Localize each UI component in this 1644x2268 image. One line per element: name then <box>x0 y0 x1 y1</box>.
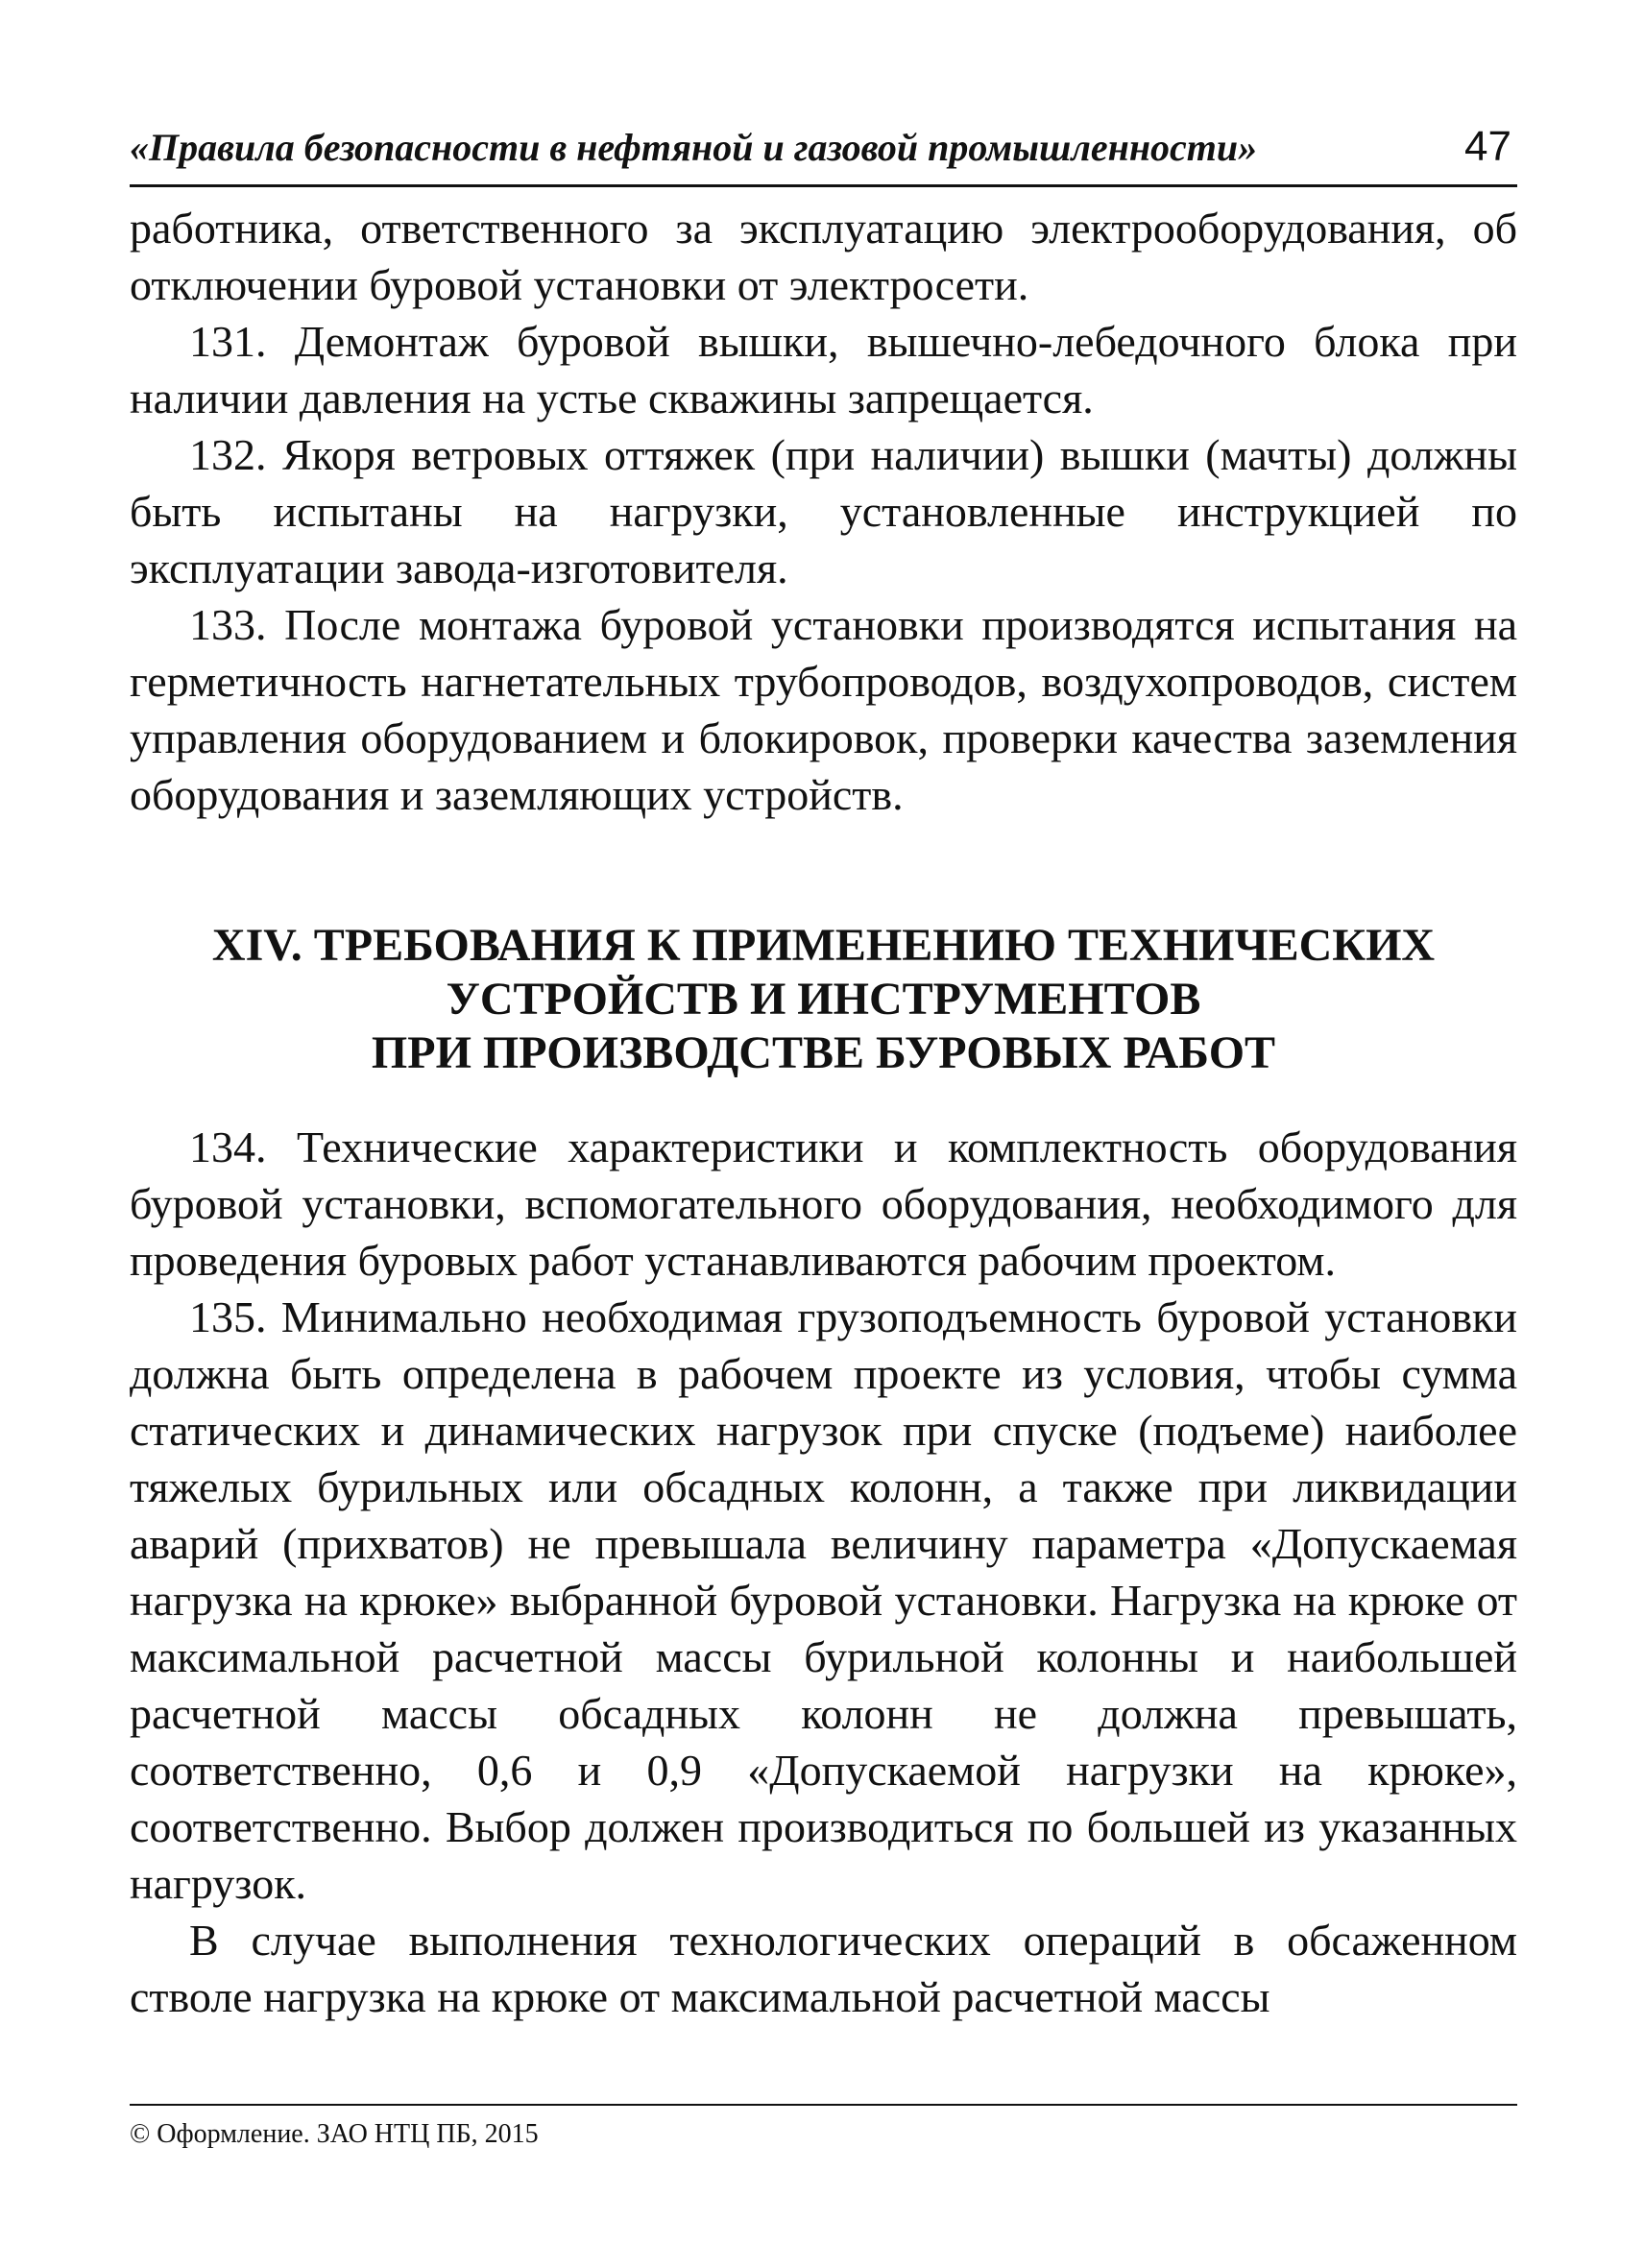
section-heading <box>130 919 1517 1080</box>
section-heading-line-2: УСТРОЙСТВ И ИНСТРУМЕНТОВ <box>446 974 1201 1025</box>
page-header <box>130 123 1517 187</box>
paragraph-133: 133. После монтажа буровой установки производятся испытания на герметичность нагнетательных трубопроводов, воздухопроводов, систем управления оборудованием и блокировок, проверки качества заземления оборудования и заземляющих устройств. <box>130 600 1517 819</box>
running-title: «Правила безопасности в нефтяной и газовой промышленности» <box>130 126 1258 169</box>
paragraph-132: 132. Якоря ветровых оттяжек (при наличии) вышки (мачты) должны быть испытаны на нагрузки, установленные инструкцией по эксплуатации завода-изготовителя. <box>130 430 1517 592</box>
page-body <box>130 200 1517 2025</box>
section-heading-line-3: ПРИ ПРОИЗВОДСТВЕ БУРОВЫХ РАБОТ <box>371 1027 1276 1078</box>
section-heading-line-1: XIV. ТРЕБОВАНИЯ К ПРИМЕНЕНИЮ ТЕХНИЧЕСКИХ <box>211 920 1436 971</box>
page-number: 47 <box>1464 123 1511 170</box>
paragraph-cased-hole: В случае выполнения технологических операций в обсаженном стволе нагрузка на крюке от максимальной расчетной массы <box>130 1916 1517 2021</box>
document-page <box>130 0 1517 2268</box>
page-footer <box>130 2104 1517 2150</box>
paragraph-continuation: работника, ответственного за эксплуатацию электрооборудования, об отключении буровой установки от электросети. <box>130 204 1517 309</box>
copyright-note: © Оформление. ЗАО НТЦ ПБ, 2015 <box>130 2119 539 2149</box>
paragraph-131: 131. Демонтаж буровой вышки, вышечно-лебедочного блока при наличии давления на устье скважины запрещается. <box>130 317 1517 422</box>
paragraph-135: 135. Минимально необходимая грузоподъемность буровой установки должна быть определена в рабочем проекте из условия, чтобы сумма статических и динамических нагрузок при спуске (подъеме) наиболее тяжелых бурильных или обсадных колонн, а также при ликвидации аварий (прихватов) не превышала величину параметра «Допускаемая нагрузка на крюке» выбранной буровой установки. Нагрузка на крюке от максимальной расчетной массы бурильной колонны и наибольшей расчетной массы обсадных колонн не должна превышать, соответственно, 0,6 и 0,9 «Допускаемой нагрузки на крюке», соответственно. Выбор должен производиться по большей из указанных нагрузок. <box>130 1292 1517 1908</box>
paragraph-134: 134. Технические характеристики и комплектность оборудования буровой установки, вспомогательного оборудования, необходимого для проведения буровых работ устанавливаются рабочим проектом. <box>130 1122 1517 1285</box>
